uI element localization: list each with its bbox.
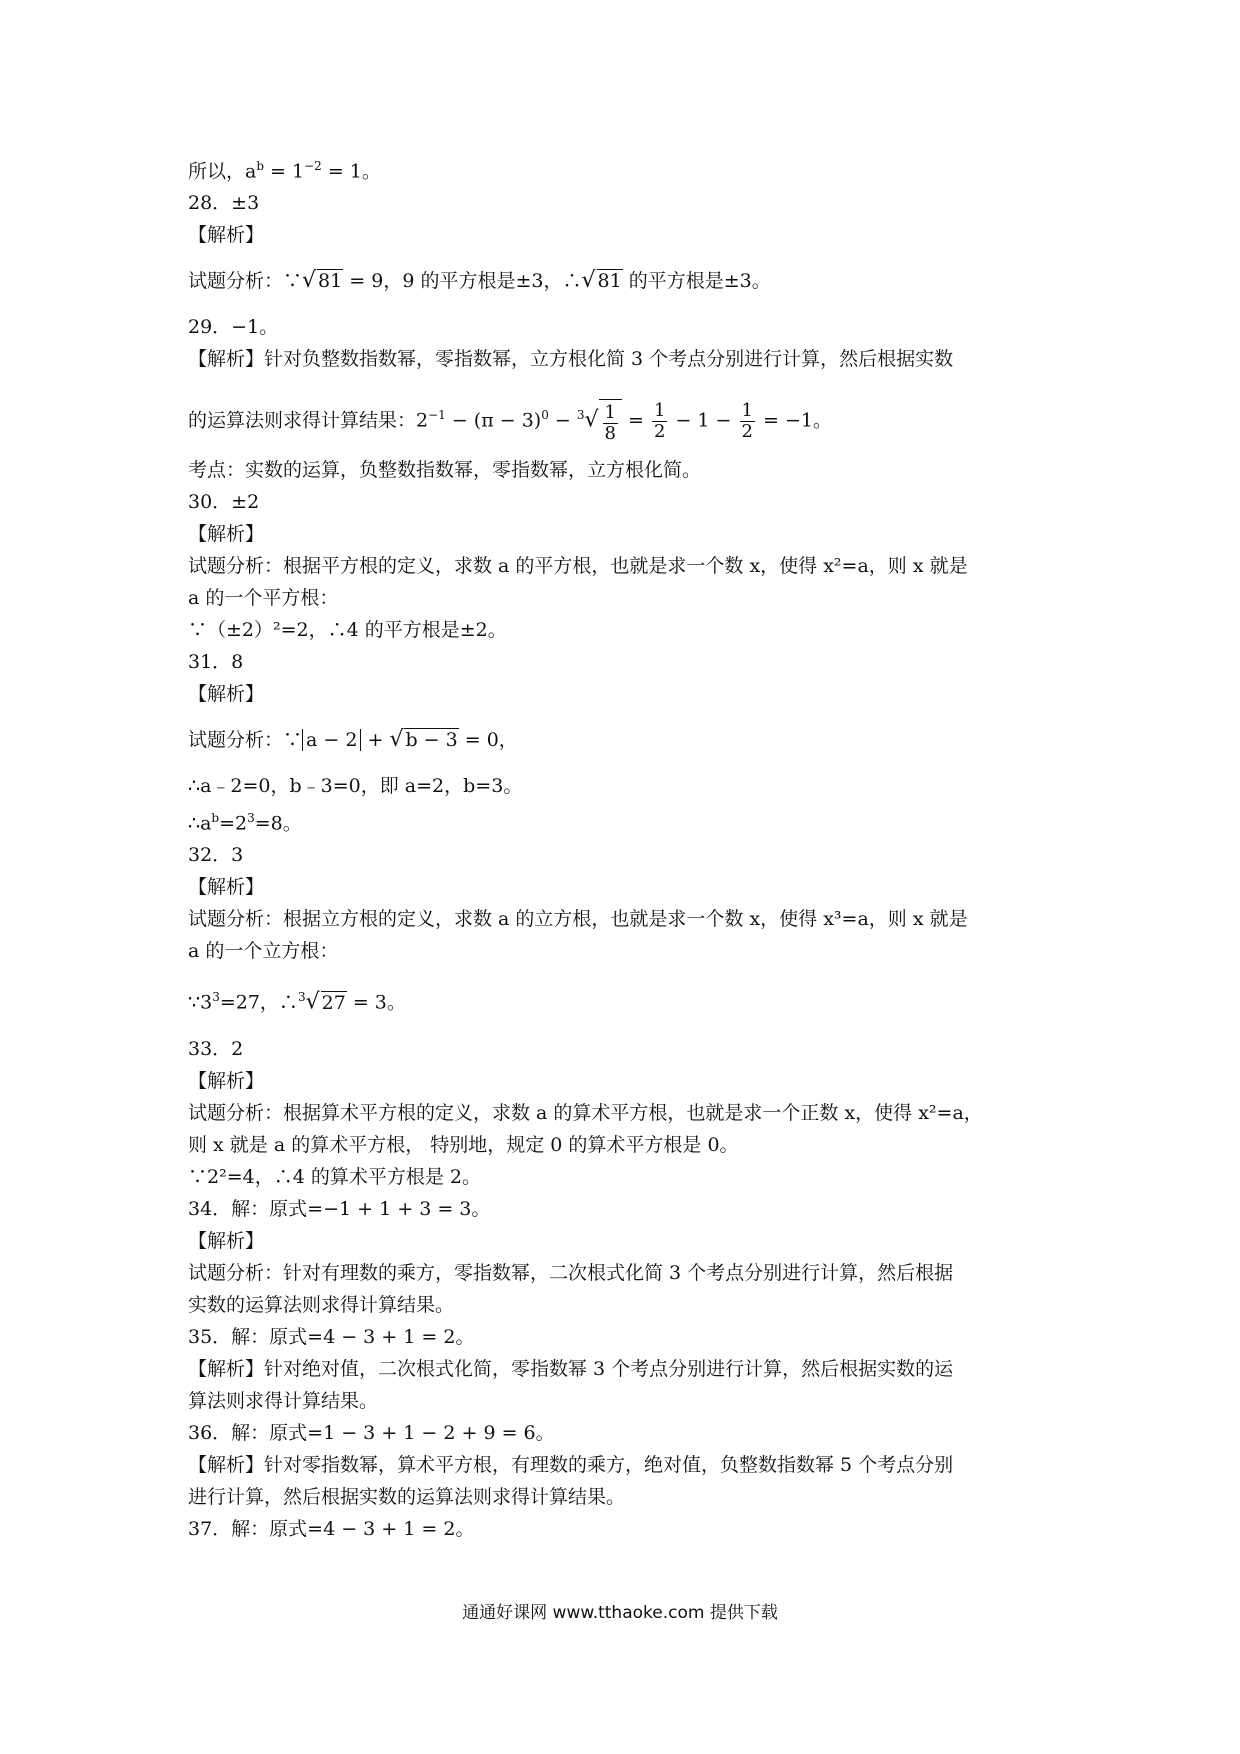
math-line: $\because 3^3=27$，∴$^3$√ 27 = 3。 [188,989,406,1015]
text-line: 试题分析：根据平方根的定义，求数 a 的平方根，也就是求一个数 x，使得 x²=a，则 x 就是 [188,555,968,578]
text-line: 算法则求得计算结果。 [188,1389,379,1412]
analysis-text: 【解析】针对负整数指数幂，零指数幂，立方根化简 3 个考点分别进行计算，然后根据实数 [188,348,954,371]
analysis-tag: 【解析】 [188,224,265,247]
text-line: a 的一个平方根： [188,587,339,610]
document-body [188,150,1068,1545]
analysis-tag: 【解析】 [188,1069,265,1092]
analysis-tag: 【解析】 [188,523,265,546]
analysis-tag: 【解析】 [188,876,265,899]
text-line: 试题分析：∵√ 81 = 9，9 的平方根是±3，∴√ 81 的平方根是±3。 [188,268,771,294]
analysis-tag: 【解析】 [188,683,265,706]
text-line: $\therefore a^b=2^3=8$。 [188,811,302,835]
question-32-answer: 32．3 [188,844,244,867]
question-30-answer: 30．±2 [188,491,260,514]
text-line: 试题分析：针对有理数的乘方，零指数幂，二次根式化简 3 个考点分别进行计算，然后根据 [188,1261,954,1284]
key-points: 考点：实数的运算，负整数指数幂，零指数幂，立方根化简。 [188,459,702,482]
question-31-answer: 31．8 [188,651,244,674]
question-29-answer: 29．−1。 [188,316,279,339]
text-line: ∵2²=4，∴4 的算术平方根是 2。 [188,1165,481,1188]
analysis-tag: 【解析】 [188,1229,265,1252]
text-line: 所以，$a^b = 1^{-2} = 1$。 [188,159,381,183]
question-35-answer: 35．解：原式=4 − 3 + 1 = 2。 [188,1325,475,1348]
question-37-answer: 37．解：原式=4 − 3 + 1 = 2。 [188,1517,475,1540]
text-line: ∴a﹣2=0，b﹣3=0，即 a=2，b=3。 [188,775,523,798]
question-33-answer: 33．2 [188,1037,244,1060]
text-line: 则 x 就是 a 的算术平方根， 特别地，规定 0 的算术平方根是 0。 [188,1133,739,1156]
text-line: a 的一个立方根： [188,940,339,963]
question-34-answer: 34．解：原式=−1 + 1 + 3 = 3。 [188,1197,491,1220]
text-line: 实数的运算法则求得计算结果。 [188,1293,455,1316]
analysis-text: 【解析】针对零指数幂，算术平方根，有理数的乘方，绝对值，负整数指数幂 5 个考点分别 [188,1453,954,1476]
math-line: 的运算法则求得计算结果：$2^{-1} - (\pi - 3)^0 - ^3√$ $\frac{1}{8}$ = $\frac{1}{2}$ − 1 − $\frac{1}{2}$ = −1。 [188,400,832,444]
page-footer: 通通好课网 www.tthaoke.com 提供下载 [462,1603,778,1623]
text-line: ∵（±2）²=2，∴4 的平方根是±2。 [188,619,507,642]
math-line: 试题分析：∵ a − 2 + √ b − 3 = 0， [188,727,518,753]
text-line: 试题分析：根据立方根的定义，求数 a 的立方根，也就是求一个数 x，使得 x³=a，则 x 就是 [188,908,968,931]
question-36-answer: 36．解：原式=1 − 3 + 1 − 2 + 9 = 6。 [188,1421,555,1444]
question-28-answer: 28．±3 [188,192,260,215]
text-line: 试题分析：根据算术平方根的定义，求数 a 的算术平方根，也就是求一个正数 x，使得 x²=a， [188,1101,983,1124]
text-line: 进行计算，然后根据实数的运算法则求得计算结果。 [188,1485,626,1508]
analysis-text: 【解析】针对绝对值，二次根式化简，零指数幂 3 个考点分别进行计算，然后根据实数的运 [188,1357,954,1380]
